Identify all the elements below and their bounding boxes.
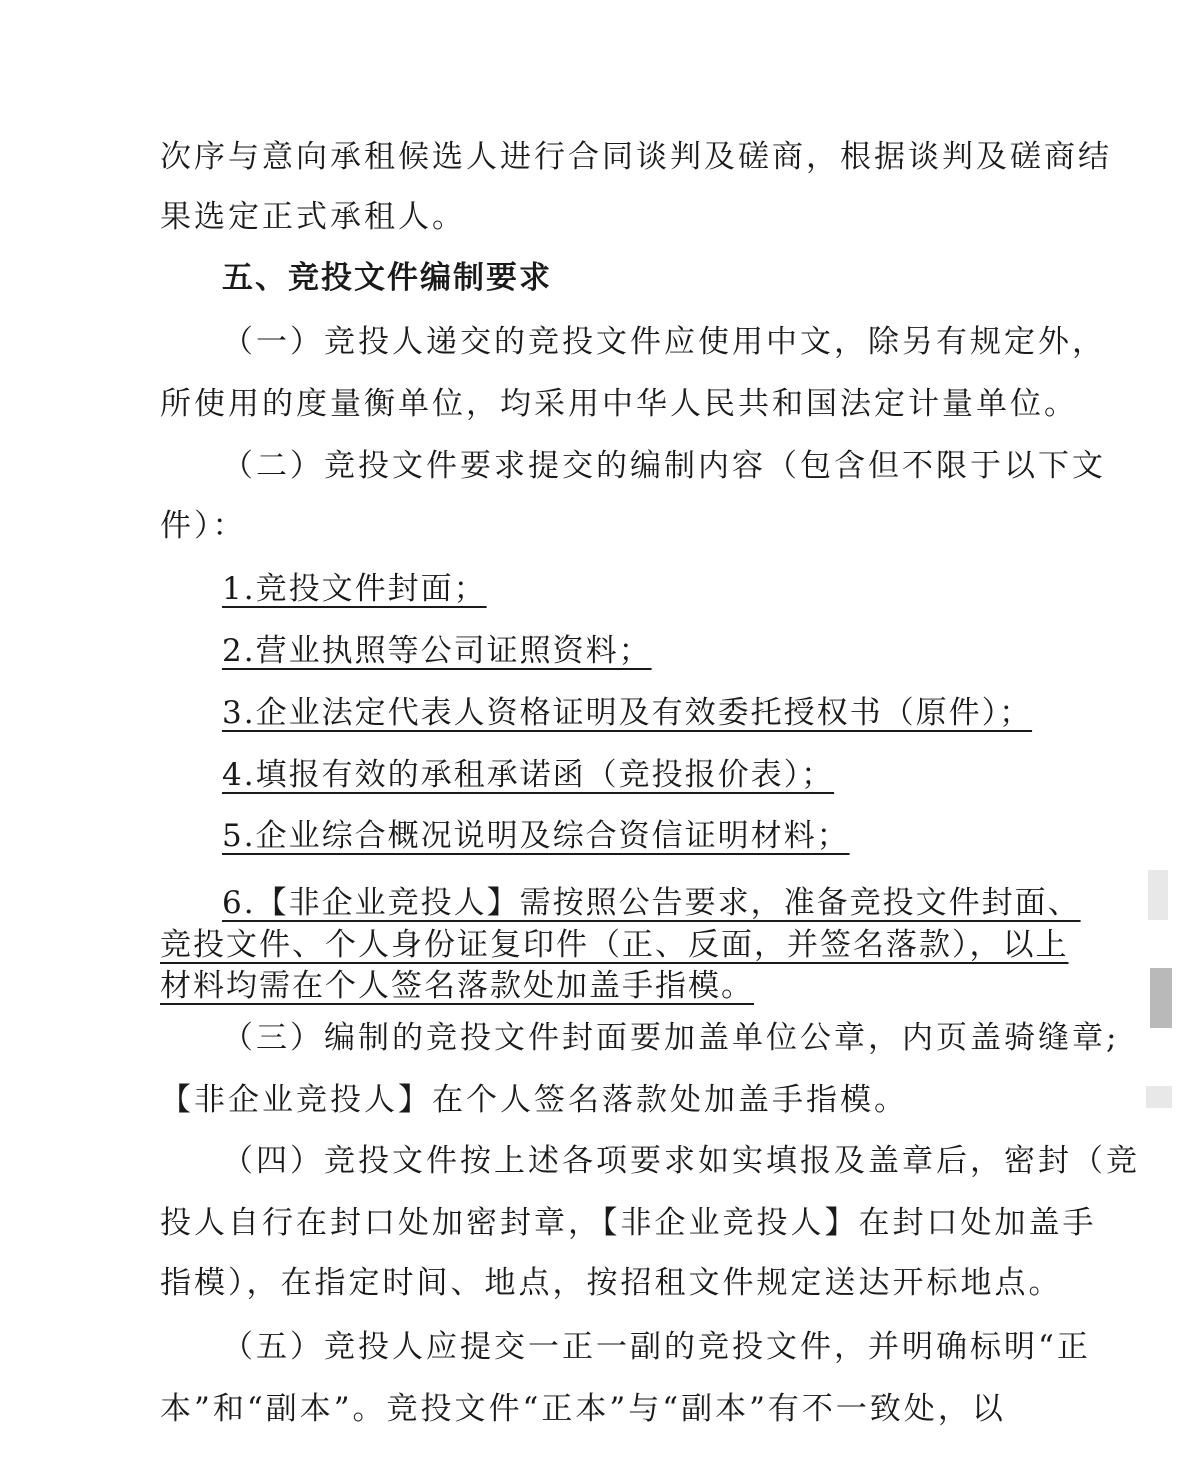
paragraph-line: 【非企业竞投人】在个人签名落款处加盖手指模。 (160, 1082, 908, 1118)
paragraph-line: 指模），在指定时间、地点，按招租文件规定送达开标地点。 (160, 1265, 1063, 1301)
paragraph-line: （四）竞投文件按上述各项要求如实填报及盖章后，密封（竞 (222, 1143, 1140, 1179)
paragraph-line: （五）竞投人应提交一正一副的竞投文件，并明确标明“正 (222, 1329, 1091, 1365)
paragraph-line: 本”和“副本”。竞投文件“正本”与“副本”有不一致处，以 (160, 1391, 1006, 1427)
paragraph-line: （二）竞投文件要求提交的编制内容（包含但不限于以下文 (222, 448, 1106, 484)
list-item: 5.企业综合概况说明及综合资信证明材料； (222, 818, 850, 854)
list-item: 3.企业法定代表人资格证明及有效委托授权书（原件）； (222, 695, 1033, 731)
section-heading: 五、竞投文件编制要求 (222, 260, 552, 296)
paragraph-line: 件）： (160, 508, 247, 544)
paragraph-line: 所使用的度量衡单位，均采用中华人民共和国法定计量单位。 (160, 386, 1078, 422)
paragraph-line: （三）编制的竞投文件封面要加盖单位公章，内页盖骑缝章; (222, 1020, 1120, 1056)
list-item: 4.填报有效的承租承诺函（竞投报价表）； (222, 757, 835, 793)
paragraph-line: 果选定正式承租人。 (160, 199, 466, 235)
list-item: 1.竞投文件封面； (222, 571, 487, 607)
list-item: 2.营业执照等公司证照资料； (222, 633, 652, 669)
scan-mark (1146, 1086, 1172, 1108)
list-item-continued: 材料均需在个人签名落款处加盖手指模。 (160, 968, 754, 1004)
paragraph-line: 次序与意向承租候选人进行合同谈判及磋商，根据谈判及磋商结 (160, 139, 1112, 175)
paragraph-line: 投人自行在封口处加密封章，【非企业竞投人】在封口处加盖手 (160, 1205, 1097, 1241)
scan-mark (1148, 870, 1168, 920)
list-item: 6.【非企业竞投人】需按照公告要求，准备竞投文件封面、 (222, 885, 1081, 921)
list-item-continued: 竞投文件、个人身份证复印件（正、反面，并签名落款），以上 (160, 927, 1069, 963)
paragraph-line: （一）竞投人递交的竞投文件应使用中文，除另有规定外， (222, 324, 1106, 360)
scan-mark (1150, 968, 1172, 1028)
